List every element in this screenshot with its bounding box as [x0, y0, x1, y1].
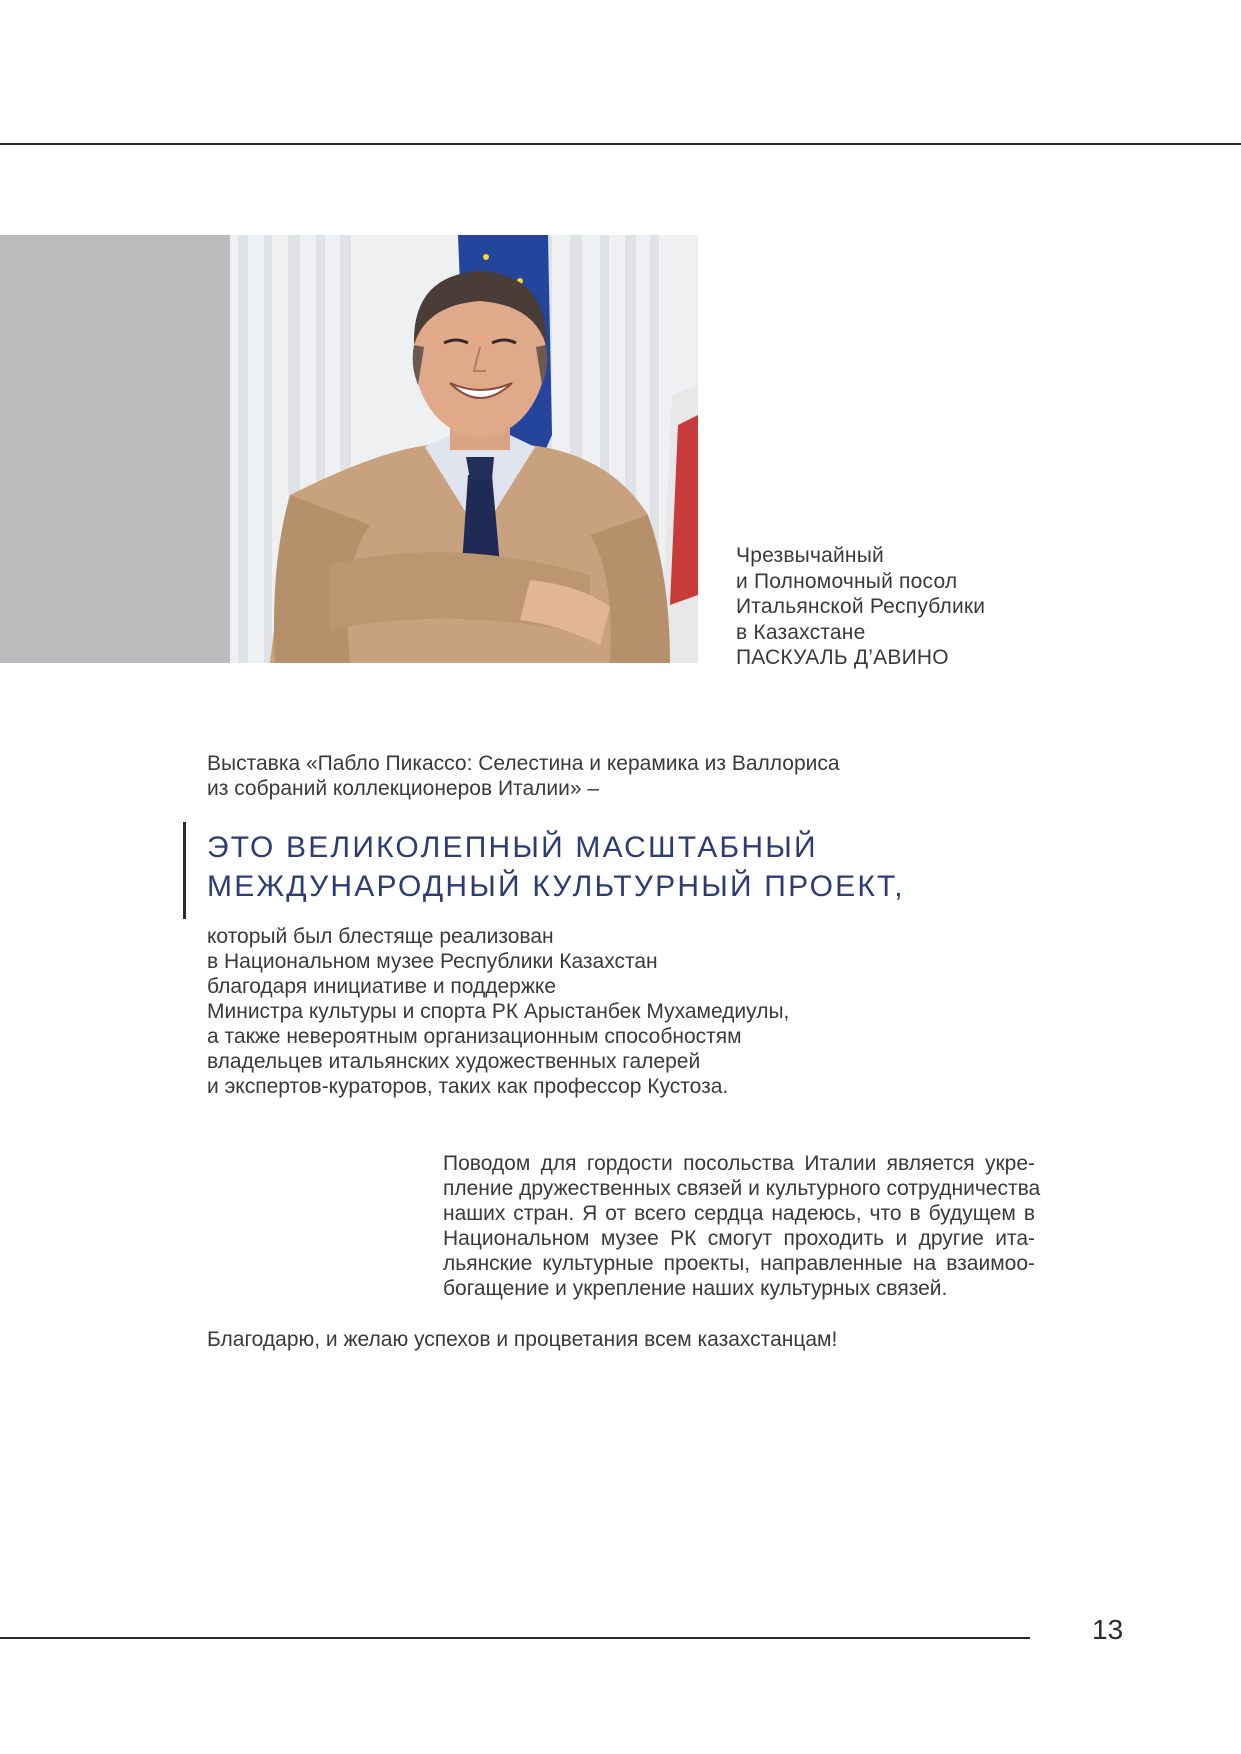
- bottom-divider: [0, 1637, 1030, 1639]
- indented-paragraph: [443, 1151, 1041, 1301]
- indent-line: богащение и укрепление наших культурных связей.: [443, 1277, 948, 1300]
- body-line: владельцев итальянских художественных галерей: [207, 1050, 701, 1073]
- indent-line: наших стран. Я от всего сердца надеюсь, что в будущем в: [443, 1202, 1035, 1225]
- ambassador-caption: [736, 543, 985, 671]
- caption-line: Итальянской Республики: [736, 595, 986, 618]
- page-number: 13: [1092, 1614, 1124, 1645]
- top-divider: [0, 143, 1241, 145]
- body-line: благодаря инициативе и поддержке: [207, 975, 557, 998]
- decorative-gray-block: [0, 235, 230, 663]
- headline-line: МЕЖДУНАРОДНЫЙ КУЛЬТУРНЫЙ ПРОЕКТ,: [207, 870, 905, 903]
- body-line: в Национальном музее Республики Казахстан: [207, 950, 658, 973]
- intro-paragraph: [207, 751, 907, 801]
- indent-line: пление дружественных связей и культурного сотрудничества: [443, 1177, 1041, 1200]
- intro-line: из собраний коллекционеров Италии» –: [207, 777, 600, 800]
- intro-line: Выставка «Пабло Пикассо: Селестина и керамика из Валлориса: [207, 752, 840, 775]
- headline-line: ЭТО ВЕЛИКОЛЕПНЫЙ МАСШТАБНЫЙ: [207, 831, 818, 864]
- body-line: Министра культуры и спорта РК Арыстанбек Мухамедиулы,: [207, 1000, 790, 1023]
- headline-accent-bar: [183, 822, 186, 919]
- body-line: а также невероятным организационным способностям: [207, 1025, 742, 1048]
- headline-quote: [207, 828, 905, 906]
- indent-line: Национальном музее РК смогут проходить и другие ита-: [443, 1227, 1035, 1250]
- caption-line: в Казахстане: [736, 620, 866, 644]
- ambassador-photo: [230, 235, 698, 663]
- closing-line: Благодарю, и желаю успехов и процветания всем казахстанцам!: [207, 1328, 838, 1351]
- caption-line: и Полномочный посол: [736, 569, 958, 593]
- indent-line: Поводом для гордости посольства Италии является укре-: [443, 1152, 1035, 1175]
- body-paragraph: [207, 924, 789, 1099]
- body-line: который был блестяще реализован: [207, 925, 554, 948]
- indent-line: льянские культурные проекты, направленные на взаимоо-: [443, 1252, 1035, 1275]
- ambassador-name: ПАСКУАЛЬ Д’АВИНО: [736, 646, 949, 669]
- caption-line: Чрезвычайный: [736, 544, 884, 567]
- body-line: и экспертов-кураторов, таких как профессор Кустоза.: [207, 1075, 729, 1098]
